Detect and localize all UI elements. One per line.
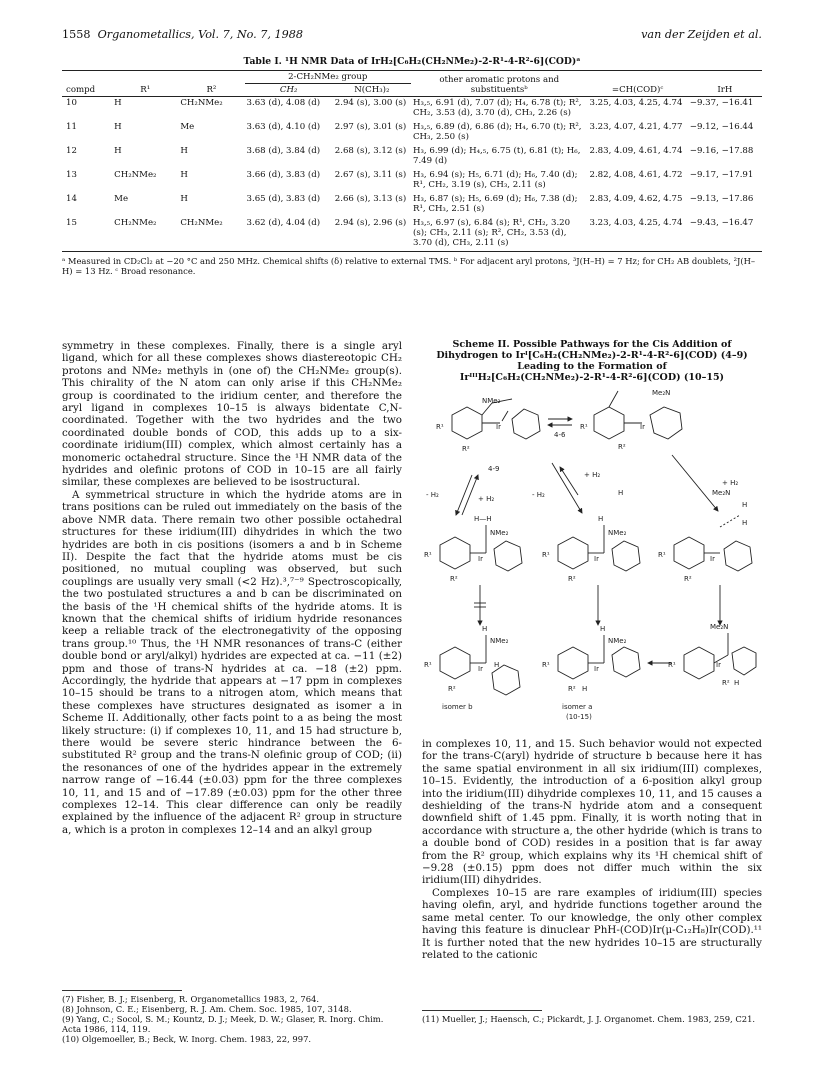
label-ir: Ir: [640, 423, 645, 431]
cell-compd: 11: [66, 122, 77, 132]
label-isomer-a-range: (10-15): [566, 713, 592, 721]
header-authors: van der Zeijden et al.: [641, 28, 762, 41]
cell-irh: −9.16, −17.88: [689, 146, 754, 156]
label-r1: R¹: [580, 423, 588, 431]
cell-compd: 13: [66, 170, 77, 180]
group-header-other: other aromatic protons and substituentsᵇ: [439, 75, 560, 95]
label-r1: R¹: [424, 551, 432, 559]
label-nme2: NMe₂: [490, 637, 509, 645]
label-ir: Ir: [478, 665, 483, 673]
label-me2n: Me₂N: [710, 623, 729, 631]
label-plus-h2: + H₂: [584, 471, 601, 479]
journal-citation: Organometallics, Vol. 7, No. 7, 1988: [97, 28, 303, 41]
footnote: (10) Olgemoeller, B.; Beck, W. Inorg. Chem. 1983, 22, 997.: [62, 1034, 312, 1044]
col-cod: =CH(COD)ᶜ: [611, 85, 664, 95]
cell-ch2: 3.63 (d), 4.10 (d): [246, 122, 321, 132]
scheme-title-line: Scheme II. Possible Pathways for the Cis Addition of: [452, 339, 732, 350]
label-r2: R²: [568, 575, 576, 583]
table-row: [62, 97, 762, 122]
label-r1: R¹: [542, 661, 550, 669]
scheme-diagram: [422, 385, 762, 725]
table-block: [62, 56, 762, 276]
label-h: H: [742, 519, 748, 527]
nmr-table: [62, 70, 762, 252]
cell-irh: −9.37, −16.41: [689, 98, 754, 108]
label-me2n: Me₂N: [652, 389, 671, 397]
col-r2: R²: [206, 85, 217, 95]
label-nme2: NMe₂: [608, 637, 627, 645]
label-plus-h2: + H₂: [722, 479, 739, 487]
cell-other: H₃, 6.94 (s); H₅, 6.71 (d); H₆, 7.40 (d); R¹, CH₂, 3.19 (s), CH₃, 2.11 (s): [412, 170, 578, 190]
label-ir: Ir: [594, 555, 599, 563]
scheme-title-line: Leading to the Formation of: [517, 361, 667, 372]
cell-nch3: 2.97 (s), 3.01 (s): [334, 122, 407, 132]
label-h: H: [734, 679, 740, 687]
label-ir: Ir: [478, 555, 483, 563]
cell-irh: −9.17, −17.91: [689, 170, 754, 180]
group-header-ch2nme2: 2-CH₂NMe₂ group: [245, 71, 411, 84]
cell-r2: Me: [180, 122, 195, 132]
label-r1: R¹: [658, 551, 666, 559]
footnote: (8) Johnson, C. E.; Eisenberg, R. J. Am. Chem. Soc. 1985, 107, 3148.: [62, 1004, 352, 1014]
table-row: [62, 217, 762, 252]
label-nme2: NMe₂: [482, 397, 501, 405]
cell-cod: 2.83, 4.09, 4.61, 4.74: [589, 146, 683, 156]
cell-nch3: 2.94 (s), 3.00 (s): [334, 98, 407, 108]
scheme-title-line: IrᴵᴵᴵH₂[C₆H₂(CH₂NMe₂)-2-R¹-4-R²-6](COD) (10–15): [459, 372, 725, 383]
cell-other: H₃, 6.87 (s); H₅, 6.69 (d); H₆, 7.38 (d); R¹, CH₃, 2.51 (s): [412, 194, 578, 214]
footnotes-left: [62, 990, 402, 1044]
footnote: (9) Yang, C.; Socol, S. M.; Kountz, D. J.; Meek, D. W.; Glaser, R. Inorg. Chim. Acta 1986, 114, 119.: [62, 1014, 384, 1034]
table-row: [62, 193, 762, 217]
label-hh: H—H: [474, 515, 492, 523]
label-h: H: [742, 501, 748, 509]
footnotes-right: [422, 1010, 762, 1024]
structure-h2-adduct: [558, 525, 640, 571]
page-header: [62, 28, 762, 44]
label-isomer-a: isomer a: [562, 703, 593, 711]
cell-irh: −9.12, −16.44: [689, 122, 754, 132]
cell-nch3: 2.66 (s), 3.13 (s): [334, 194, 407, 204]
cell-other: H₃,₅, 6.91 (d), 7.07 (d); H₄, 6.78 (t); R², CH₂, 3.53 (d), 3.70 (d), CH₃, 2.26 (s): [412, 98, 582, 118]
label-r2: R²: [722, 679, 730, 687]
footnote-rule: [422, 1010, 542, 1011]
label-range-46: 4-6: [554, 431, 566, 439]
cell-cod: 2.83, 4.09, 4.62, 4.75: [589, 194, 683, 204]
cell-compd: 12: [66, 146, 77, 156]
col-ch2: CH₂: [279, 85, 298, 95]
cell-r1: CH₂NMe₂: [114, 170, 157, 180]
cell-r1: CH₂NMe₂: [114, 218, 157, 228]
cell-irh: −9.13, −17.86: [689, 194, 754, 204]
scheme-title-line: Dihydrogen to Irᴵ[C₆H₂(CH₂NMe₂)-2-R¹-4-R²-6](COD) (4–9): [436, 350, 748, 361]
cell-compd: 15: [66, 218, 77, 228]
label-h: H: [600, 625, 606, 633]
header-left: [62, 28, 303, 41]
cell-ch2: 3.68 (d), 3.84 (d): [246, 146, 321, 156]
cell-r1: H: [114, 122, 122, 132]
cell-other: H₃,₅, 6.89 (d), 6.86 (d); H₄, 6.70 (t); R², CH₃, 2.50 (s): [412, 122, 582, 142]
cell-other: H₃,₅, 6.97 (s), 6.84 (s); R¹, CH₂, 3.20 (s); CH₃, 2.11 (s); R², CH₂, 3.53 (d), 3.70 (d), CH₃, 2.11 (s): [412, 218, 571, 248]
col-nch3: N(CH₃)₂: [354, 85, 390, 95]
label-r2: R²: [450, 575, 458, 583]
cell-nch3: 2.67 (s), 3.11 (s): [334, 170, 407, 180]
cell-compd: 14: [66, 194, 77, 204]
label-isomer-b: isomer b: [442, 703, 473, 711]
cell-compd: 10: [66, 98, 77, 108]
label-plus-h2: + H₂: [478, 495, 495, 503]
right-column: [422, 738, 762, 961]
footnote: (11) Mueller, J.; Haensch, C.; Pickardt, J. J. Organomet. Chem. 1983, 259, C21.: [422, 1014, 756, 1024]
label-r2: R²: [462, 445, 470, 453]
label-minus-h2: - H₂: [426, 491, 439, 499]
label-ir: Ir: [710, 555, 715, 563]
col-irh: IrH: [717, 85, 733, 95]
footnote: (7) Fisher, B. J.; Eisenberg, R. Organometallics 1983, 2, 764.: [62, 994, 320, 1004]
cell-cod: 3.25, 4.03, 4.25, 4.74: [589, 98, 683, 108]
table-row: [62, 169, 762, 193]
cell-r2: H: [180, 170, 188, 180]
cell-ch2: 3.62 (d), 4.04 (d): [246, 218, 321, 228]
label-ir: Ir: [594, 665, 599, 673]
cell-nch3: 2.68 (s), 3.12 (s): [334, 146, 407, 156]
cell-r2: CH₂NMe₂: [180, 98, 223, 108]
cell-ch2: 3.63 (d), 4.08 (d): [246, 98, 321, 108]
cell-nch3: 2.94 (s), 2.96 (s): [334, 218, 407, 228]
structure-isomer-a-alt: [684, 633, 756, 679]
structure-ir-i-left: [452, 399, 540, 439]
label-h: H: [582, 685, 588, 693]
label-h: H: [494, 661, 500, 669]
table-footnote: ᵃ Measured in CD₂Cl₂ at −20 °C and 250 MHz. Chemical shifts (δ) relative to external TMS. ᵇ For adjacent aryl protons, ³J(H–H) = 7 Hz; for CH₂ AB doublets, ²J(H–H) = 13 Hz. ᶜ Broad resonance.: [62, 256, 756, 276]
cell-cod: 2.82, 4.08, 4.61, 4.72: [589, 170, 683, 180]
table-title: Table I. ¹H NMR Data of IrH₂[C₆H₂(CH₂NMe₂)-2-R¹-4-R²-6](COD)ᵃ: [243, 56, 581, 67]
cell-ch2: 3.66 (d), 3.83 (d): [246, 170, 321, 180]
label-r2: R²: [618, 443, 626, 451]
col-r1: R¹: [140, 85, 151, 95]
label-r2: R²: [684, 575, 692, 583]
cell-cod: 3.23, 4.03, 4.25, 4.74: [589, 218, 683, 228]
label-ir: Ir: [716, 661, 721, 669]
label-r1: R¹: [542, 551, 550, 559]
cell-r2: H: [180, 146, 188, 156]
label-nme2: NMe₂: [490, 529, 509, 537]
structure-ir-i-right: [594, 391, 682, 439]
label-r1: R¹: [668, 661, 676, 669]
paragraph: A symmetrical structure in which the hydride atoms are in trans positions can be ruled out immediately on the basis of the above NMR data. There remain two other possible octahedral structures for these iridium(III) dihydrides in which the two hydrides are both in cis positions (isomers a and b in Scheme II). Despite the fact that the hydride atoms must be cis positioned, no mutual coupling was observed, but such couplings are usually very small (<2 Hz).³,⁷⁻⁹ Spectroscopically, the two postulated structures a and b can be discriminated on the basis of the ¹H chemical shifts of the hydride atoms. It is known that the chemical shifts of iridium hydride resonances keep a reliable track of the electronegativity of the opposing trans group.¹⁰ Thus, the ¹H NMR resonances of trans-C (either double bond or aryl/alkyl) hydrides are expected at ca. −11 (±2) ppm and those of trans-N hydrides at ca. −18 (±2) ppm. Accordingly, the hydride that appears at −17 ppm in complexes 10–15 should be trans to a nitrogen atom, which means that these complexes have structures designated as isomer a in Scheme II. Additionally, other facts point to a as being the most likely structure: (i) if complexes 10, 11, and 15 had structure b, there would be severe steric hindrance between the 6-substituted R² group and the trans-N olefinic group of COD; (ii) the resonances of one of the hydrides appear in the extremely narrow range of −16.44 (±0.03) ppm for the three complexes 10, 11, and 15 and of −17.89 (±0.03) ppm for the other three complexes 12–14. This clear difference can only be readily explained by the influence of the adjacent R² group in structure a, which is a proton in complexes 12–14 and an alkyl group: [62, 488, 402, 836]
label-minus-h2: - H₂: [532, 491, 545, 499]
cell-r2: H: [180, 194, 188, 204]
table-row: [62, 121, 762, 145]
label-r2: R²: [568, 685, 576, 693]
label-r1: R¹: [436, 423, 444, 431]
left-column: [62, 340, 402, 836]
cell-other: H₃, 6.99 (d); H₄,₅, 6.75 (t), 6.81 (t); H₆, 7.49 (d): [412, 146, 581, 166]
scheme-title: [422, 339, 762, 383]
label-h: H: [618, 489, 624, 497]
label-me2n: Me₂N: [712, 489, 731, 497]
cell-irh: −9.43, −16.47: [689, 218, 754, 228]
table-row: [62, 145, 762, 169]
paragraph: Complexes 10–15 are rare examples of iridium(III) species having olefin, aryl, and hydride functions together around the same metal center. To our knowledge, the only other complex having this feature is dinuclear PhH-(COD)Ir(μ-C₁₂H₈)Ir(COD).¹¹ It is further noted that the new hydrides 10–15 are structurally related to the cationic: [422, 886, 762, 961]
cell-r1: H: [114, 146, 122, 156]
cell-ch2: 3.65 (d), 3.83 (d): [246, 194, 321, 204]
label-ir: Ir: [496, 423, 501, 431]
label-h: H: [598, 515, 604, 523]
paragraph: in complexes 10, 11, and 15. Such behavior would not expected for the trans-C(aryl) hydride of structure b because here it has the same spatial environment in all six iridium(III) complexes, 10–15. Evidently, the introduction of a 6-position alkyl group into the iridium(III) dihydride complexes 10, 11, and 15 causes a deshielding of the trans-N hydride atom and a consequent downfield shift of 1.45 ppm. Finally, it is worth noting that in accordance with structure a, the other hydride (which is trans to a double bond of COD) resides in a position that is far away from the R² group, which explains why its ¹H chemical shift of −9.28 (±0.15) ppm does not differ much within the six iridium(III) dihydrides.: [422, 738, 762, 887]
cell-cod: 3.23, 4.07, 4.21, 4.77: [589, 122, 683, 132]
cell-r1: Me: [114, 194, 129, 204]
paragraph: symmetry in these complexes. Finally, there is a single aryl ligand, which for all these complexes shows diastereotopic CH₂ protons and NMe₂ methyls in (one of) the CH₂NMe₂ group(s). This chirality of the N atom can only arise if this CH₂NMe₂ group is coordinated to the iridium center, and therefore the aryl ligand in complexes 10–15 is always bidentate C,N-coordinated. Together with the two hydrides and the two coordinated double bonds of COD, this adds up to a six-coordinate iridium(III) complex, which almost certainly has a monomeric octahedral structure. Since the ¹H NMR data of the hydrides and olefinic protons of COD in 10–15 are all fairly similar, these complexes are believed to be isostructural.: [62, 340, 402, 489]
label-nme2: NMe₂: [608, 529, 627, 537]
structure-dihydrogen-complex: [440, 525, 522, 571]
label-range-49: 4-9: [488, 465, 500, 473]
table-body: [62, 97, 762, 252]
label-h: H: [482, 625, 488, 633]
label-r1: R¹: [424, 661, 432, 669]
footnote-rule: [62, 990, 182, 991]
cell-r2: CH₂NMe₂: [180, 218, 223, 228]
cell-r1: H: [114, 98, 122, 108]
structure-isomer-a: [558, 635, 640, 679]
label-r2: R²: [448, 685, 456, 693]
col-compd: compd: [66, 85, 96, 95]
page-number: 1558: [62, 28, 91, 41]
